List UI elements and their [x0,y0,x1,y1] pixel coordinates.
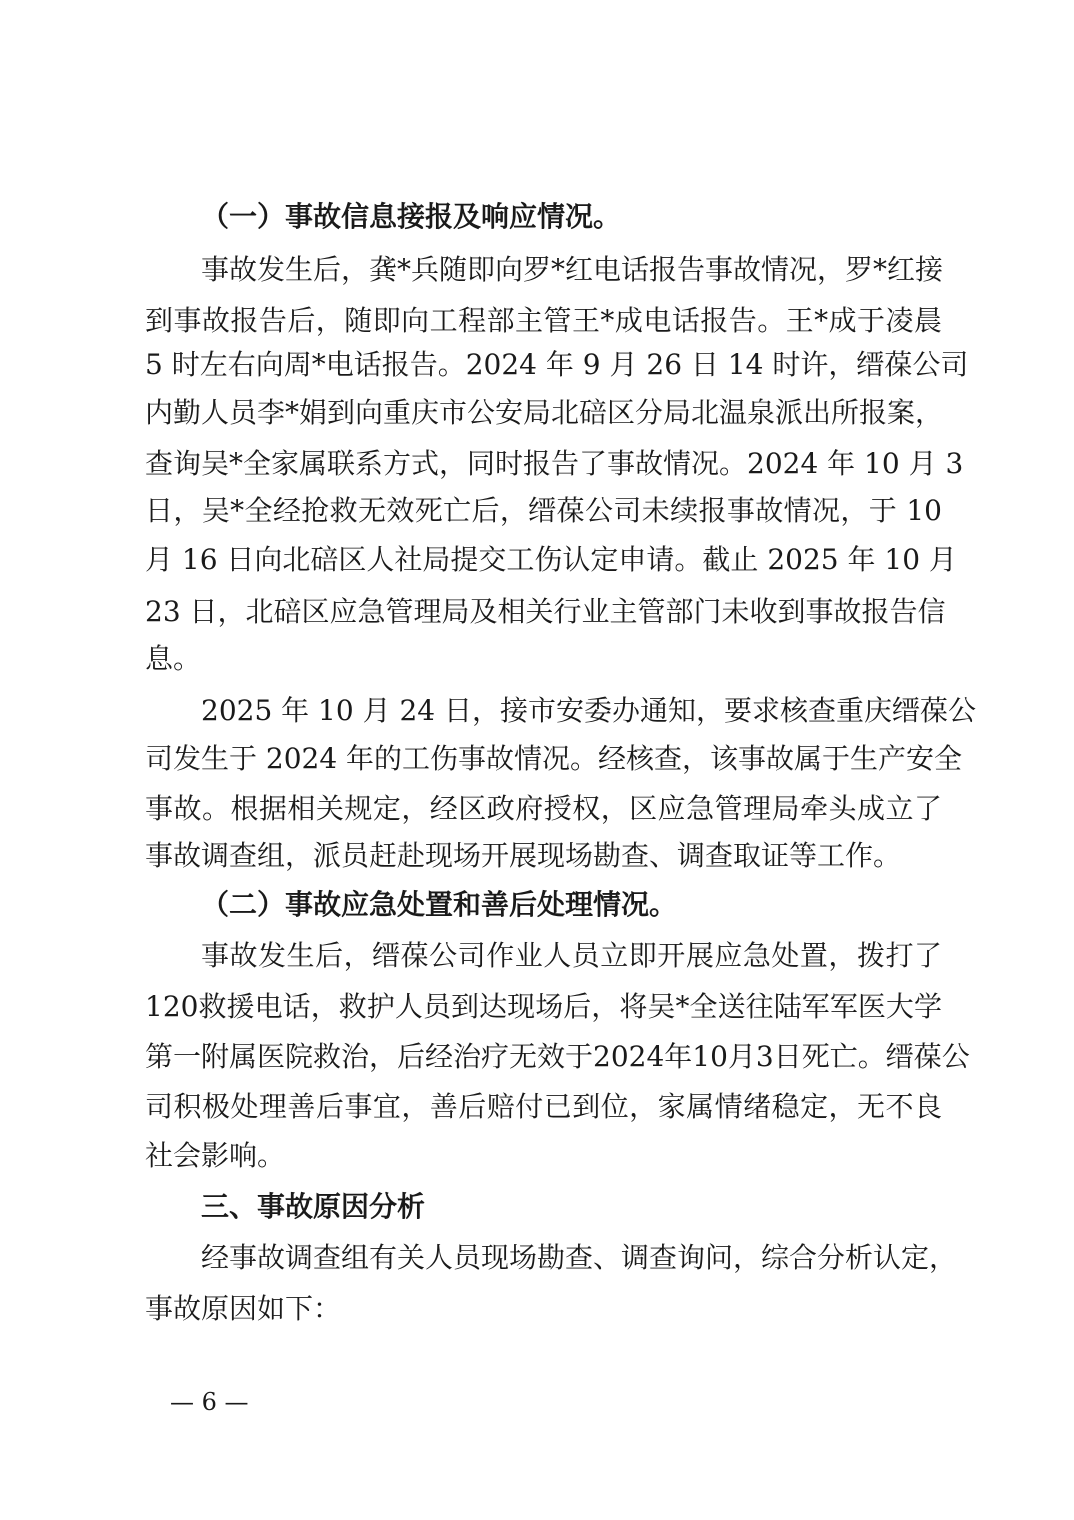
paragraph-1-line: 月 16 日向北碚区人社局提交工伤认定申请。截止 2025 年 10 月 [145,543,957,576]
paragraph-4-line: 经事故调查组有关人员现场勘查、调查询问，综合分析认定， [201,1241,958,1274]
paragraph-1-line: 23 日，北碚区应急管理局及相关行业主管部门未收到事故报告信 [145,595,946,628]
paragraph-2-line: 司发生于 2024 年的工伤事故情况。经核查，该事故属于生产安全 [145,742,963,775]
paragraph-1-line: 查询吴*全家属联系方式，同时报告了事故情况。2024 年 10 月 3 [145,447,964,480]
paragraph-2-line: 事故。根据相关规定，经区政府授权，区应急管理局牵头成立了 [145,792,942,825]
section-1-heading: （一）事故信息接报及响应情况。 [201,200,622,233]
paragraph-3-line: 120救援电话，救护人员到达现场后，将吴*全送往陆军军医大学 [145,990,942,1023]
paragraph-1-line: 内勤人员李*娟到向重庆市公安局北碚区分局北温泉派出所报案， [145,396,944,429]
paragraph-1-line: 息。 [145,642,202,675]
paragraph-3-line: 司积极处理善后事宜，善后赔付已到位，家属情绪稳定，无不良 [145,1090,942,1123]
page-number: — 6 — [170,1388,249,1416]
section-2-heading: （二）事故应急处置和善后处理情况。 [201,888,678,921]
paragraph-2-line: 2025 年 10 月 24 日，接市安委办通知，要求核查重庆缙葆公 [201,694,977,727]
paragraph-1-line: 事故发生后，龚*兵随即向罗*红电话报告事故情况，罗*红接 [201,253,944,286]
paragraph-3-line: 社会影响。 [145,1139,286,1172]
paragraph-1-line: 日，吴*全经抢救无效死亡后，缙葆公司未续报事故情况，于 10 [145,494,942,527]
paragraph-2-line: 事故调查组，派员赶赴现场开展现场勘查、调查取证等工作。 [145,839,902,872]
paragraph-1-line: 5 时左右向周*电话报告。2024 年 9 月 26 日 14 时许，缙葆公司 [145,348,969,381]
section-3-heading: 三、事故原因分析 [201,1190,426,1223]
paragraph-1-line: 到事故报告后，随即向工程部主管王*成电话报告。王*成于凌晨 [145,304,942,337]
paragraph-3-line: 第一附属医院救治，后经治疗无效于2024年10月3日死亡。缙葆公 [145,1040,970,1073]
paragraph-4-line: 事故原因如下： [145,1292,342,1325]
paragraph-3-line: 事故发生后，缙葆公司作业人员立即开展应急处置，拨打了 [201,939,942,972]
